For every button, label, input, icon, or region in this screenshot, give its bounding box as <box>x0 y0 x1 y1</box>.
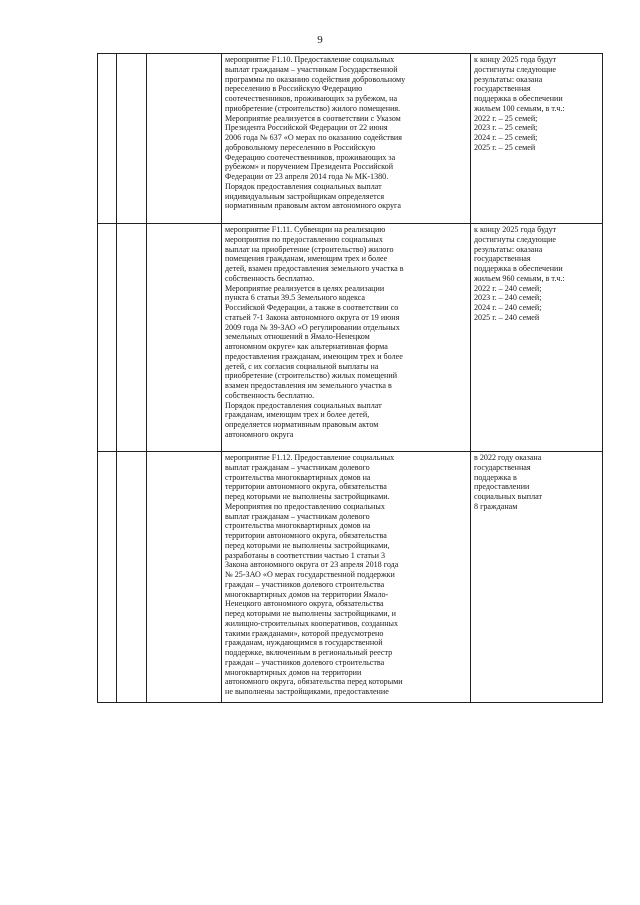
text-line: 2023 г. – 240 семей; <box>474 293 542 303</box>
empty-cell <box>117 54 147 224</box>
measure-result-cell <box>471 54 603 224</box>
text-line: результаты: оказана <box>474 244 543 254</box>
text-line: мероприятие F1.10. Предоставление социальных <box>225 55 395 64</box>
text-line: жильем 960 семьям, в т.ч.: <box>474 273 565 283</box>
text-line: помещения гражданам, имеющим трех и более <box>225 254 388 264</box>
text-line: поддержка в <box>474 472 517 482</box>
text-line: территории автономного округа, обязательства <box>225 482 387 492</box>
empty-cell <box>98 54 117 224</box>
text-line: мероприятия по предоставлению социальных <box>225 234 383 244</box>
text-line: автономного округа <box>225 429 294 439</box>
text-line: автономного округа, обязательства перед которыми <box>225 677 403 687</box>
text-line: достигнуты следующие <box>474 234 557 244</box>
text-line: к концу 2025 года будут <box>474 225 557 234</box>
text-line: Закона автономного округа от 23 апреля 2018 года <box>225 560 399 570</box>
text-line: 2022 г. – 25 семей; <box>474 113 538 123</box>
text-line: предоставления гражданам, имеющим трех и более <box>225 351 403 361</box>
text-line: выплат гражданам – участникам Государственной <box>225 64 398 74</box>
text-line: 8 гражданам <box>474 501 518 511</box>
text-line: социальных выплат <box>474 492 543 501</box>
text-line: статьей 7-1 Закона автономного округа от 19 июня <box>225 312 400 322</box>
text-line: 2006 года № 637 «О мерах по оказанию содействия <box>225 133 402 142</box>
text-line: 2022 г. – 240 семей; <box>474 283 542 293</box>
measure-description-cell <box>222 224 471 452</box>
text-line: детей, взамен предоставления земельного участка в <box>225 264 404 273</box>
text-line: собственность бесплатно. <box>225 390 315 400</box>
text-line: такими гражданами», которой предусмотрено <box>225 628 384 638</box>
measure-description-cell <box>222 54 471 224</box>
table-row <box>98 224 603 452</box>
text-line: результаты: оказана <box>474 74 543 84</box>
text-line: многоквартирных домов на территории <box>225 667 362 677</box>
text-line: 2009 года № 39-ЗАО «О регулировании отдельных <box>225 322 400 332</box>
text-line: предоставлении <box>474 482 530 492</box>
text-line: 2024 г. – 240 семей; <box>474 303 542 312</box>
text-line: многоквартирных домов на территории Ямало- <box>225 589 389 599</box>
text-line: государственная <box>474 254 531 264</box>
measure-result-cell <box>471 224 603 452</box>
text-line: индивидуальным застройщикам определяется <box>225 191 385 201</box>
text-line: Порядок предоставления социальных выплат <box>225 400 382 410</box>
empty-cell <box>147 452 222 703</box>
text-line: Мероприятие реализуется в целях реализации <box>225 283 385 293</box>
empty-cell <box>117 452 147 703</box>
text-line: мероприятие F1.11. Субвенции на реализацию <box>225 225 386 234</box>
empty-cell <box>98 452 117 703</box>
text-line: территории автономного округа, обязательства <box>225 531 387 540</box>
text-line: гражданам, имеющим трех и более детей, <box>225 410 370 420</box>
text-line: пункта 6 статьи 39.5 Земельного кодекса <box>225 293 365 303</box>
text-line: земельных отношений в Ямало-Ненецком <box>225 332 370 342</box>
text-line: в 2022 году оказана <box>474 453 542 462</box>
empty-cell <box>98 224 117 452</box>
text-line: поддержке, включенным в региональный реестр <box>225 648 393 657</box>
table-row <box>98 452 603 703</box>
text-line: № 25-ЗАО «О мерах государственной поддержки <box>225 570 395 579</box>
text-line: разработаны в соответствии частью 1 статьи 3 <box>225 550 386 560</box>
text-line: к концу 2025 года будут <box>474 55 557 64</box>
empty-cell <box>147 224 222 452</box>
measures-table <box>97 53 603 703</box>
empty-cell <box>147 54 222 224</box>
text-line: приобретение (строительство) жилых помещений <box>225 371 398 381</box>
text-line: Федерации от 23 апреля 2014 года № МК-1380. <box>225 172 389 181</box>
text-line: поддержка в обеспечении <box>474 264 563 273</box>
text-line: определяется нормативным правовым актом <box>225 420 379 429</box>
text-line: выплат гражданам – участникам долевого <box>225 462 370 472</box>
text-line: Ненецкого автономного округа, обязательства <box>225 599 384 609</box>
measure-result-cell <box>471 452 603 703</box>
text-line: выплат на приобретение (строительство) жилого <box>225 244 394 254</box>
empty-cell <box>117 224 147 452</box>
text-line: соотечественников, проживающих за рубежом, на <box>225 94 398 103</box>
text-line: мероприятие F1.12. Предоставление социальных <box>225 453 395 462</box>
text-line: добровольному переселению в Российскую <box>225 142 376 152</box>
text-line: Мероприятия по предоставлению социальных <box>225 501 385 511</box>
text-line: перед которыми не выполнены застройщиками, <box>225 540 390 550</box>
text-line: Мероприятие реализуется в соответствии с Указом <box>225 113 401 123</box>
text-line: 2023 г. – 25 семей; <box>474 123 538 133</box>
text-line: Президента Российской Федерации от 22 июня <box>225 123 388 133</box>
text-line: перед которыми не выполнены застройщиками, и <box>225 609 396 618</box>
text-line: 2024 г. – 25 семей; <box>474 133 538 142</box>
text-line: жилищно-строительных кооперативов, созданных <box>225 618 399 628</box>
text-line: поддержка в обеспечении <box>474 94 563 103</box>
text-line: 2025 г. – 240 семей <box>474 312 540 322</box>
text-line: переселению в Российскую Федерацию <box>225 84 363 94</box>
text-line: собственность бесплатно. <box>225 273 315 283</box>
text-line: достигнуты следующие <box>474 64 557 74</box>
text-line: детей, с их согласия социальной выплаты на <box>225 361 379 371</box>
text-line: граждан – участников долевого строительства <box>225 657 385 667</box>
text-line: выплат гражданам – участникам долевого <box>225 511 370 521</box>
text-line: программы по оказанию содействия добровольному <box>225 74 406 84</box>
text-line: гражданам, нуждающимся в государственной <box>225 638 383 648</box>
text-line: приобретение (строительство) жилого помещения. <box>225 103 401 113</box>
text-line: автономном округе» как альтернативная форма <box>225 342 388 351</box>
text-line: Порядок предоставления социальных выплат <box>225 181 382 191</box>
text-line: государственная <box>474 84 531 94</box>
text-line: 2025 г. – 25 семей <box>474 142 536 152</box>
measure-description-cell <box>222 452 471 703</box>
text-line: строительства многоквартирных домов на <box>225 472 371 482</box>
text-line: граждан – участников долевого строительства <box>225 579 385 589</box>
text-line: нормативным правовым актом автономного округа <box>225 201 401 211</box>
text-line: Российской Федерации, а также в соответствии со <box>225 303 399 312</box>
text-line: не выполнены застройщиками, предоставление <box>225 687 389 696</box>
text-line: взамен предоставления им земельного участка в <box>225 381 392 390</box>
text-line: Федерацию соотечественников, проживающих за <box>225 152 396 162</box>
text-line: строительства многоквартирных домов на <box>225 521 371 531</box>
table-row <box>98 54 603 224</box>
text-line: жильем 100 семьям, в т.ч.: <box>474 103 565 113</box>
text-line: рубежом» и поручением Президента Российской <box>225 162 394 172</box>
text-line: перед которыми не выполнены застройщиками. <box>225 492 390 501</box>
text-line: государственная <box>474 462 531 472</box>
page-number: 9 <box>317 34 323 46</box>
